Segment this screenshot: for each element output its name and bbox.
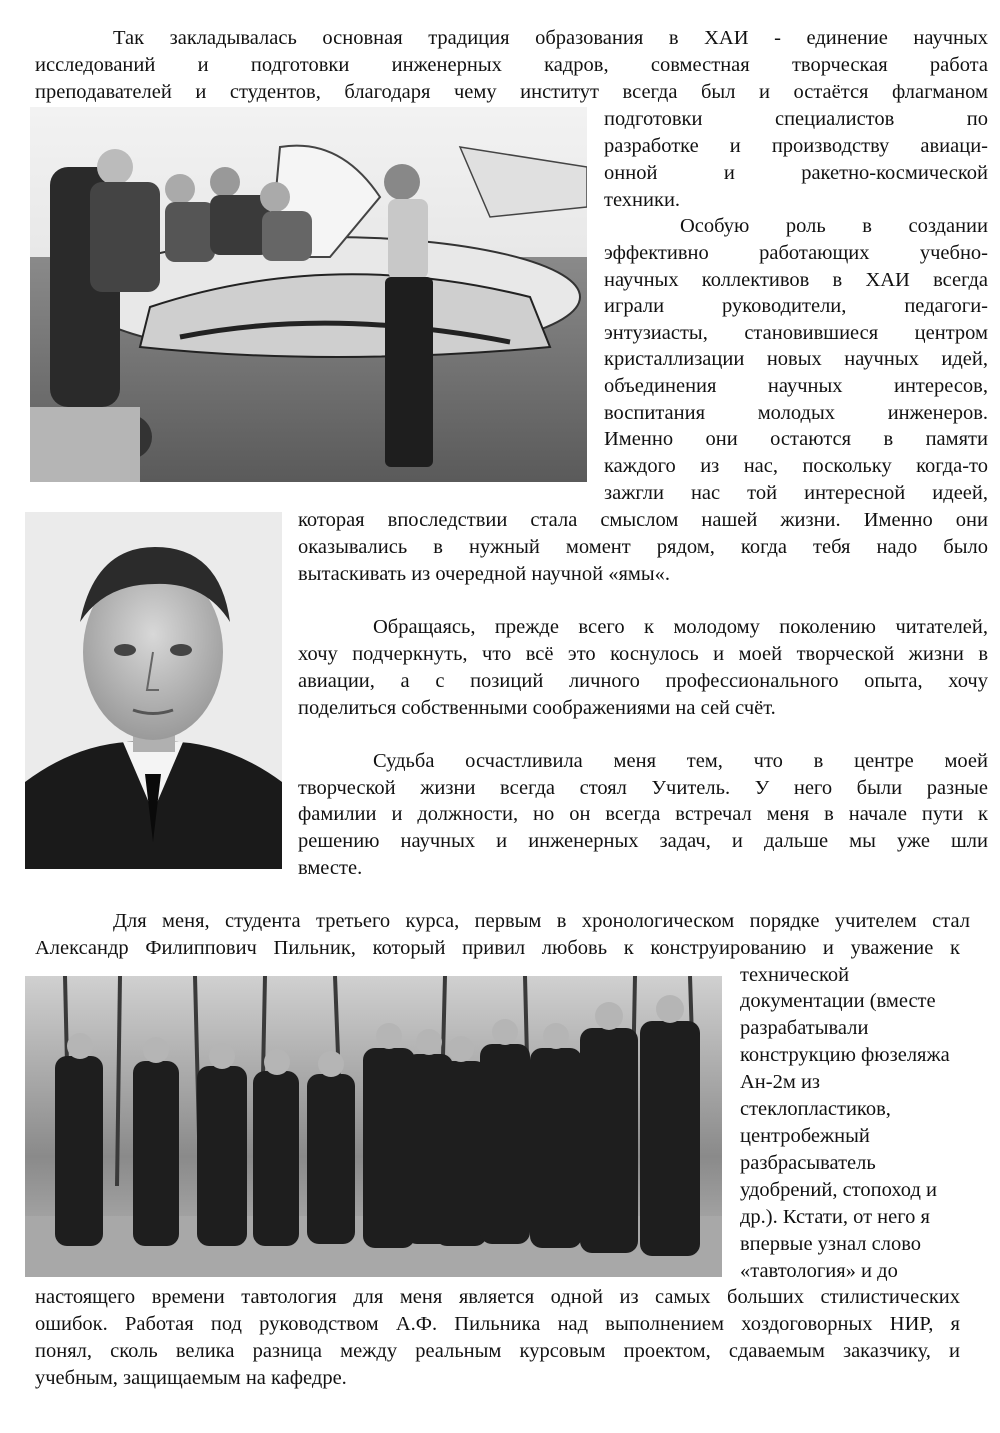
text-line: поделиться собственными соображениями на сей счёт. (298, 697, 776, 719)
photo-portrait (25, 512, 282, 869)
text-line: преподавателей и студентов, благодаря чему институт всегда был и остаётся флагманом (35, 81, 988, 103)
text-line: авиации, а с позиций личного профессионального опыта, хочу (298, 670, 988, 692)
text-line: играли руководители, педагоги- (604, 295, 988, 317)
text-line: центробежный (740, 1125, 870, 1147)
text-line: воспитания молодых инженеров. (604, 402, 988, 424)
text-line: решению научных и инженерных задач, и дальше мы уже шли (298, 830, 988, 852)
text-line: объединения научных интересов, (604, 375, 988, 397)
text-line: Именно они остаются в памяти (604, 428, 988, 450)
text-line: др.). Кстати, от него я (740, 1206, 930, 1228)
text-line: вместе. (298, 857, 363, 879)
text-line: энтузиасты, становившиеся центром (604, 322, 988, 344)
text-line: стеклопластиков, (740, 1098, 891, 1120)
text-line: кристаллизации новых научных идей, (604, 348, 988, 370)
text-line: разбрасыватель (740, 1152, 876, 1174)
photo-students-airplane (30, 107, 587, 482)
text-line: Особую роль в создании (680, 215, 988, 237)
text-line: Судьба осчастливила меня тем, что в центре моей (373, 750, 988, 772)
text-line: технической (740, 964, 850, 986)
text-line: онной и ракетно-космической (604, 162, 988, 184)
text-line: разработке и производству авиаци- (604, 135, 988, 157)
text-line: Ан-2м из (740, 1071, 821, 1093)
text-line: эффективно работающих учебно- (604, 242, 988, 264)
text-line: Обращаясь, прежде всего к молодому поколению читателей, (373, 616, 988, 638)
text-line: удобрений, стопоход и (740, 1179, 937, 1201)
text-line: «тавтология» и до (740, 1260, 898, 1282)
text-line: настоящего времени тавтология для меня является одной из самых больших стилистических (35, 1286, 960, 1308)
text-line: хочу подчеркнуть, что всё это коснулось и моей творческой жизни в (298, 643, 988, 665)
text-line: вытаскивать из очередной научной «ямы«. (298, 563, 671, 585)
photo-group (25, 976, 722, 1277)
text-line: ошибок. Работая под руководством А.Ф. Пильника над выполнением хоздоговорных НИР, я (35, 1313, 960, 1335)
text-line: разрабатывали (740, 1017, 869, 1039)
text-line: Так закладывалась основная традиция образования в ХАИ - единение научных (113, 27, 988, 49)
text-line: конструкцию фюзеляжа (740, 1044, 950, 1066)
text-line: Для меня, студента третьего курса, первым в хронологическом порядке учителем стал (113, 910, 970, 932)
text-line: которая впоследствии стала смыслом нашей жизни. Именно они (298, 509, 988, 531)
text-line: впервые узнал слово (740, 1233, 921, 1255)
text-line: научных коллективов в ХАИ всегда (604, 269, 988, 291)
text-line: творческой жизни всегда стоял Учитель. У него были разные (298, 777, 988, 799)
text-line: каждого из нас, поскольку когда-то (604, 455, 988, 477)
text-line: исследований и подготовки инженерных кадров, совместная творческая работа (35, 54, 988, 76)
text-line: оказывались в нужный момент рядом, когда тебя надо было (298, 536, 988, 558)
text-line: документации (вместе (740, 990, 936, 1012)
text-line: учебным, защищаемым на кафедре. (35, 1367, 347, 1389)
text-line: подготовки специалистов по (604, 108, 988, 130)
text-line: понял, сколь велика разница между реальным курсовым проектом, сдаваемым заказчику, и (35, 1340, 960, 1362)
text-line: техники. (604, 189, 681, 211)
text-line: зажгли нас той интересной идеей, (604, 482, 988, 504)
text-line: фамилии и должности, но он всегда встречал меня в начале пути к (298, 803, 988, 825)
text-line: Александр Филиппович Пильник, который привил любовь к конструированию и уважение к (35, 937, 960, 959)
